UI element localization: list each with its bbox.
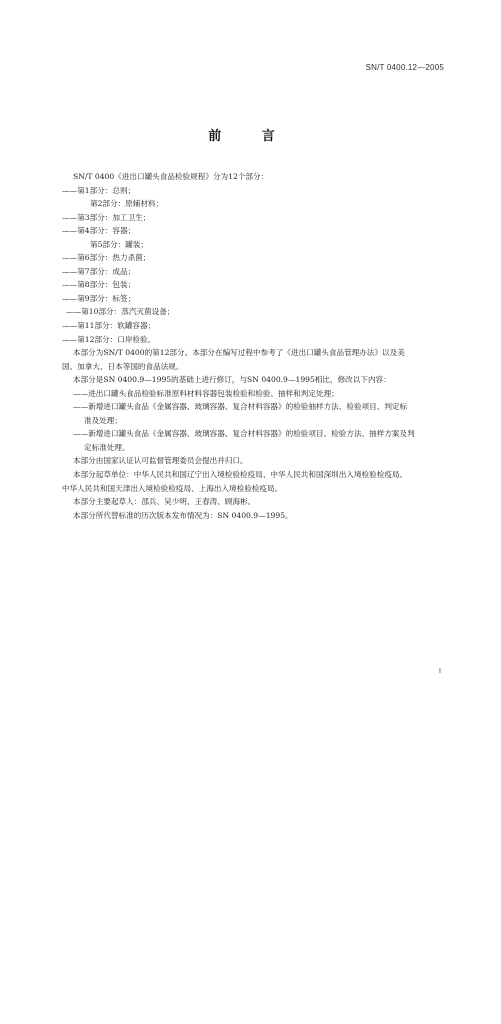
list-item: ——新增进口罐头食品《金属容器、玻璃容器、复合材料容器》的检验项目、检验方法、抽样方案及判: [73, 429, 415, 439]
list-item: ——第6部分：热力杀菌；: [62, 253, 151, 263]
list-item: ——新增进口罐头食品《金属容器、玻璃容器、复合材料容器》的检验抽样方法、检验项目、判定标: [73, 402, 408, 412]
paragraph-line: 国、加拿大、日本等国的食品法规。: [62, 361, 184, 371]
paragraph-line: 本部分为SN/T 0400的第12部分。本部分在编写过程中参考了《进出口罐头食品管理办法》以及美: [73, 348, 405, 358]
page-title: 前 言: [208, 129, 293, 144]
paragraph-line: 本部分由国家认证认可监督管理委员会提出并归口。: [73, 456, 248, 466]
list-item: ——第3部分：加工卫生；: [62, 212, 151, 222]
list-item: ——第12部分：口岸检验。: [62, 334, 156, 344]
paragraph-line: 中华人民共和国天津出入境检验检疫局、上海出入境检验检疫局。: [62, 483, 283, 493]
list-item: ——第7部分：成品；: [62, 266, 136, 276]
list-item: ——第11部分：软罐容器；: [62, 321, 156, 331]
list-item-continuation: 准及处理；: [84, 415, 122, 425]
list-item: ——进出口罐头食品检验标准原料材料容器包装检验和检验、抽样和判定处理；: [73, 388, 339, 398]
paragraph-line: 本部分主要起草人：邵兵、吴少明、王春涛、顾海彬。: [73, 497, 256, 507]
paragraph-line: 本部分起草单位：中华人民共和国辽宁出入境检验检疫局、中华人民共和国深圳出入境检验检疫局、: [73, 470, 408, 480]
list-item: 第2部分：原辅材料；: [90, 199, 164, 209]
list-item-continuation: 定标准处理。: [84, 442, 130, 452]
paragraph-line: 本部分是SN 0400.9—1995的基础上进行修订，与SN 0400.9—1995相比，修改以下内容：: [73, 375, 391, 385]
list-item: ——第1部分：总则；: [62, 185, 136, 195]
list-item: ——第10部分：蒸汽灭菌设备；: [66, 307, 175, 317]
foreword-body: [62, 170, 440, 522]
standard-code: SN/T 0400.12—2005: [365, 63, 444, 72]
list-item: ——第8部分：包装；: [62, 280, 136, 290]
list-item: 第5部分：罐装；: [90, 239, 148, 249]
page-number: I: [439, 668, 441, 675]
paragraph-line: 本部分所代替标准的历次版本发布情况为：SN 0400.9—1995。: [73, 510, 293, 520]
paragraph-line: SN/T 0400《进出口罐头食品检验规程》分为12个部分：: [73, 172, 269, 181]
list-item: ——第9部分：标签；: [62, 293, 136, 303]
list-item: ——第4部分：容器；: [62, 226, 136, 236]
